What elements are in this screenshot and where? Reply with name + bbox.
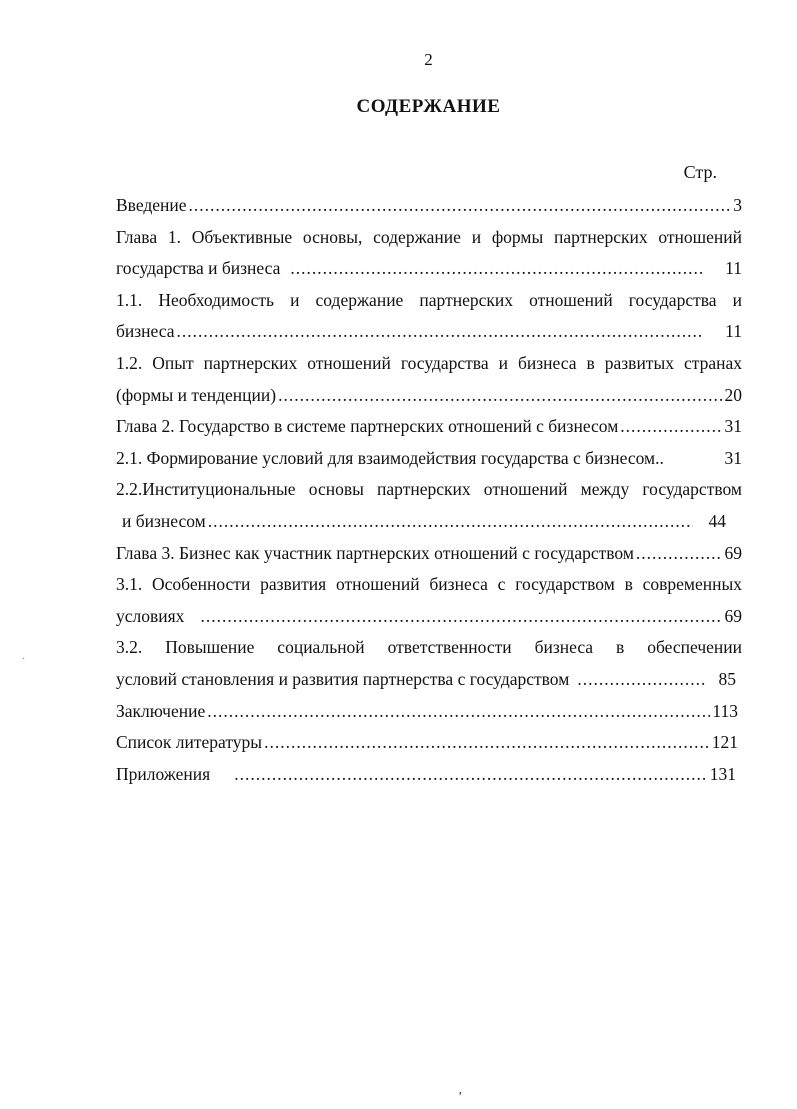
toc-entry-section-1-2 bbox=[116, 348, 742, 380]
toc-entry-text: государства и бизнеса bbox=[116, 258, 281, 279]
toc-entry-page: 44 bbox=[708, 510, 726, 531]
toc-leader-dots bbox=[577, 664, 706, 696]
toc-entry-text: 1.2. Опыт партнерских отношений государства и бизнеса в развитых странах bbox=[116, 352, 742, 373]
toc-entry-text: условиях bbox=[116, 605, 185, 626]
toc-entry-chapter-1-cont bbox=[116, 253, 742, 285]
toc-entry-page: 85 bbox=[718, 668, 736, 689]
toc-entry-chapter-1 bbox=[116, 222, 742, 254]
toc-entry-section-3-2-cont bbox=[116, 664, 742, 696]
toc-entry-text: Глава 3. Бизнес как участник партнерских отношений с государством bbox=[116, 542, 634, 563]
toc-entry-page: 11 bbox=[725, 321, 742, 342]
toc-entry-section-3-2 bbox=[116, 632, 742, 664]
toc-entry-section-1-1 bbox=[116, 285, 742, 317]
toc-leader-dots bbox=[636, 538, 723, 570]
toc-entry-intro bbox=[116, 190, 742, 222]
toc-entry-page: 3 bbox=[733, 195, 742, 215]
toc-entry-text: 3.2. Повышение социальной ответственности бизнеса в обеспечении bbox=[116, 637, 742, 658]
scan-mark: ' bbox=[458, 1090, 461, 1105]
toc-entry-text: 2.2.Институциональные основы партнерских отношений между государством bbox=[116, 479, 742, 500]
page-title: СОДЕРЖАНИЕ bbox=[356, 96, 501, 117]
toc-entry-page: 69 bbox=[724, 605, 742, 626]
toc-entry-page: 69 bbox=[724, 542, 742, 563]
toc-entry-section-3-1 bbox=[116, 569, 742, 601]
toc-entry-section-2-2 bbox=[116, 474, 742, 506]
toc-entry-page: 113 bbox=[712, 700, 738, 721]
toc-entry-chapter-3 bbox=[116, 538, 742, 570]
toc-leader-dots bbox=[234, 759, 708, 791]
toc-entry-text: Приложения bbox=[116, 763, 211, 784]
toc-leader-dots bbox=[177, 316, 704, 348]
toc-leader-dots bbox=[189, 190, 732, 222]
table-of-contents bbox=[116, 190, 742, 790]
toc-entry-text: 2.1. Формирование условий для взаимодействия государства с бизнесом.. bbox=[116, 447, 664, 468]
toc-entry-page: 131 bbox=[709, 763, 736, 784]
toc-entry-text: (формы и тенденции) bbox=[116, 384, 277, 405]
toc-entry-text: 1.1. Необходимость и содержание партнерских отношений государства и bbox=[116, 289, 742, 310]
toc-leader-dots bbox=[620, 411, 722, 443]
toc-leader-dots bbox=[200, 601, 722, 633]
toc-leader-dots bbox=[208, 506, 693, 538]
toc-entry-page: 20 bbox=[724, 384, 742, 405]
toc-entry-text: условий становления и развития партнерства с государством bbox=[116, 668, 570, 689]
toc-entry-page: 31 bbox=[724, 447, 742, 468]
toc-entry-text: Введение bbox=[116, 195, 187, 215]
toc-entry-text: 3.1. Особенности развития отношений бизнеса с государством в современных bbox=[116, 574, 742, 595]
toc-entry-page: 121 bbox=[711, 732, 738, 753]
toc-entry-text: Список литературы bbox=[116, 732, 263, 753]
toc-entry-text: Глава 2. Государство в системе партнерских отношений с бизнесом bbox=[116, 416, 619, 437]
page-column-header: Стр. bbox=[683, 162, 717, 182]
toc-entry-text: Заключение bbox=[116, 700, 206, 721]
toc-leader-dots bbox=[207, 696, 710, 728]
toc-entry-chapter-2 bbox=[116, 411, 742, 443]
toc-entry-page: 31 bbox=[724, 416, 742, 437]
toc-entry-section-1-2-cont bbox=[116, 380, 742, 412]
scan-speck: · bbox=[22, 654, 26, 665]
toc-entry-section-2-1 bbox=[116, 443, 742, 475]
toc-entry-section-3-1-cont bbox=[116, 601, 742, 633]
toc-entry-appendices bbox=[116, 759, 742, 791]
toc-leader-dots bbox=[278, 380, 722, 412]
toc-entry-text: Глава 1. Объективные основы, содержание и формы партнерских отношений bbox=[116, 226, 742, 247]
toc-leader-dots bbox=[290, 253, 703, 285]
toc-entry-references bbox=[116, 727, 742, 759]
toc-entry-text: бизнеса bbox=[116, 321, 175, 342]
toc-leader-dots bbox=[264, 727, 710, 759]
toc-entry-conclusion bbox=[116, 696, 742, 728]
page-number: 2 bbox=[424, 50, 433, 69]
toc-entry-section-1-1-cont bbox=[116, 316, 742, 348]
toc-entry-section-2-2-cont bbox=[116, 506, 742, 538]
toc-entry-text: и бизнесом bbox=[122, 510, 206, 531]
toc-entry-page: 11 bbox=[725, 258, 742, 279]
